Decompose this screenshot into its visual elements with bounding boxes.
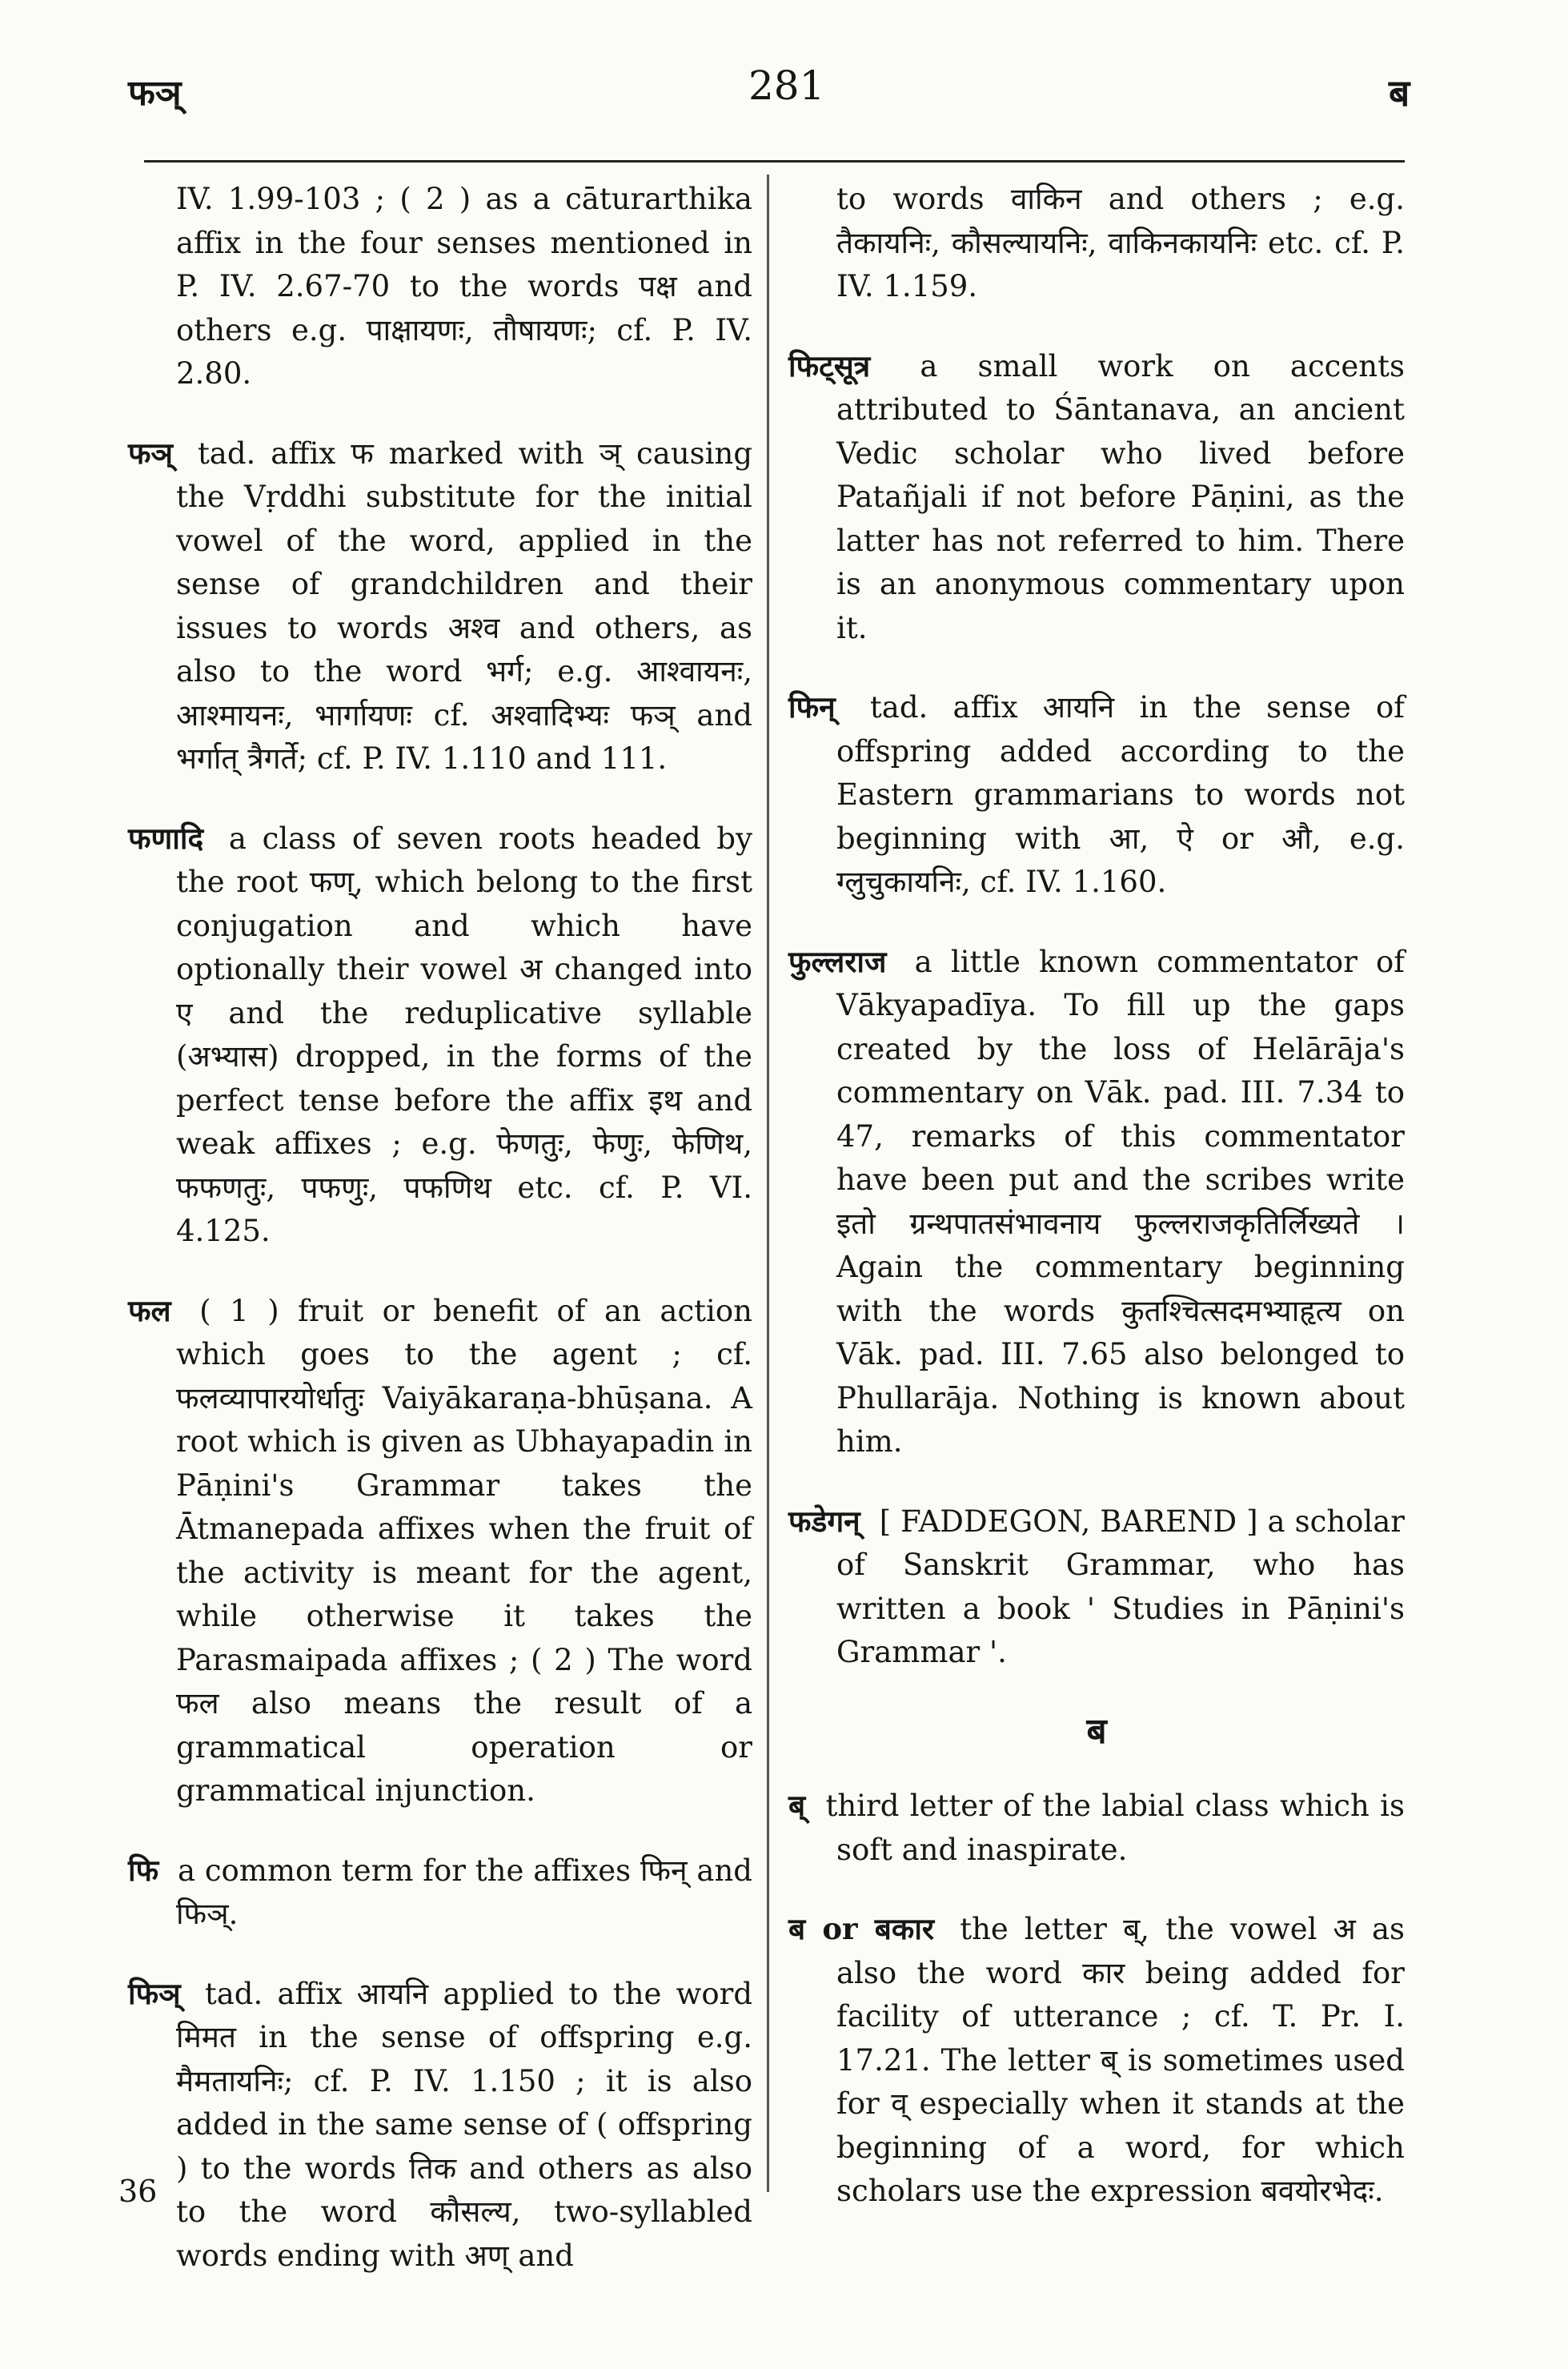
entry-headword: फि — [128, 1852, 159, 1888]
entry-body: to words वाकिन and others ; e.g. तैकायनिः, कौसल्यायनिः, वाकिनकायनिः etc. cf. P. IV. 1.159. — [836, 182, 1405, 303]
entry-body: third letter of the labial class which is soft and inaspirate. — [825, 1789, 1405, 1867]
dictionary-entry — [128, 178, 752, 396]
entry-body: [ FADDEGON, BAREND ] a scholar of Sanskrit Grammar, who has written a book ' Studies in Pāṇini's Grammar '. — [836, 1504, 1405, 1669]
entry-body: a class of seven roots headed by the root फण्, which belong to the first conjugation and which have optionally their vowel अ changed into ए and the reduplicative syllable (अभ्यास) dropped, in the forms of the perfect tense before the affix इथ and weak affixes ; e.g. फेणतुः, फेणुः, फेणिथ, फफणतुः, पफणुः, पफणिथ etc. cf. P. VI. 4.125. — [176, 821, 753, 1248]
entry-body: a common term for the affixes फिन् and फिञ्. — [176, 1853, 752, 1931]
dictionary-entry — [128, 1849, 752, 1937]
entry-body: tad. affix आयनि in the sense of offspring added according to the Eastern grammarians to words not beginning with आ, ऐ or औ, e.g. ग्लुचुकायनिः, cf. IV. 1.160. — [836, 690, 1405, 899]
entry-headword: फडेगन् — [788, 1503, 860, 1539]
dictionary-entry — [788, 685, 1405, 905]
entry-body: the letter ब्, the vowel अ as also the word कार being added for facility of utterance ; cf. T. Pr. I. 17.21. The letter ब् is sometimes used for व् especially when it stands at the beginning of a word, for which scholars use the expression बवयोरभेदः. — [836, 1912, 1406, 2208]
entry-body: ( 1 ) fruit or benefit of an action which goes to the agent ; cf. फलव्यापारयोर्धातुः Vaiyākaraṇa-bhūṣana. A root which is given as Ubhayapadin in Pāṇini's Grammar takes the Ātmanepada affixes when the fruit of the activity is meant for the agent, while otherwise it takes the Parasmaipada affixes ; ( 2 ) The word फल also means the result of a grammatical operation or grammatical injunction. — [176, 1293, 752, 1808]
entry-headword: ब् — [788, 1788, 806, 1823]
entry-headword: फिञ् — [128, 1975, 181, 2011]
page-number: 281 — [748, 62, 825, 109]
entry-body: tad. affix आयनि applied to the word मिमत in the sense of offspring e.g. मैमतायनिः; cf. P. IV. 1.150 ; it is also added in the same sense of ( offspring ) to the words तिक and others as also to the word कौसल्य, two-syllabled words ending with अण् and — [176, 1976, 753, 2273]
dictionary-entry — [788, 344, 1405, 651]
entry-headword: ब or बकार — [788, 1911, 935, 1946]
entry-headword: फञ् — [128, 435, 173, 471]
entry-headword: फिट्सूत्र — [788, 347, 871, 383]
entry-headword: फुल्लराज — [788, 943, 887, 979]
entry-headword: फणादि — [128, 820, 204, 856]
entry-headword: फिन् — [788, 689, 836, 725]
dictionary-entry — [788, 1907, 1405, 2214]
left-column — [128, 178, 752, 2313]
dictionary-entry — [128, 432, 752, 781]
section-heading: ब — [1086, 1710, 1107, 1752]
dictionary-entry — [788, 1784, 1405, 1872]
header-rule — [144, 160, 1405, 163]
dictionary-entry — [788, 940, 1405, 1464]
signature-mark: 36 — [118, 2174, 158, 2209]
dictionary-entry — [788, 178, 1405, 309]
dictionary-entry — [128, 1289, 752, 1813]
running-head-left: फञ् — [128, 73, 182, 114]
dictionary-entry — [788, 1500, 1405, 1675]
entry-body: a small work on accents attributed to Śāntanava, an ancient Vedic scholar who lived before Patañjali if not before Pāṇini, as the latter has not referred to him. There is an anonymous commentary upon it. — [836, 348, 1405, 645]
entry-body: IV. 1.99-103 ; ( 2 ) as a cāturarthika affix in the four senses mentioned in P. IV. 2.67-70 to the words पक्ष and others e.g. पाक्षायणः, तौषायणः; cf. P. IV. 2.80. — [176, 182, 752, 391]
column-divider — [767, 175, 769, 2192]
entry-headword: फल — [128, 1292, 171, 1328]
dictionary-entry — [128, 1972, 752, 2279]
right-column — [788, 178, 1405, 2249]
running-head-right: ब — [1389, 71, 1410, 114]
entry-body: a little known commentator of Vākyapadīya. To fill up the gaps created by the loss of Helārāja's commentary on Vāk. pad. III. 7.34 to 47, remarks of this commentator have been put and the scribes write इतो ग्रन्थपातसंभावनाय फुल्लराजकृतिर्लिख्यते । Again the commentary beginning with the words कुतश्चित्सदमभ्याहृत्य on Vāk. pad. III. 7.65 also belonged to Phullarāja. Nothing is known about him. — [836, 944, 1406, 1459]
entry-body: tad. affix फ marked with ञ् causing the Vṛddhi substitute for the initial vowel of the word, applied in the sense of grandchildren and their issues to words अश्व and others, as also to the word भर्ग; e.g. आश्वायनः, आश्मायनः, भार्गायणः cf. अश्वादिभ्यः फञ् and भर्गात् त्रैगर्ते; cf. P. IV. 1.110 and 111. — [176, 436, 752, 776]
dictionary-entry — [128, 817, 752, 1254]
page-header — [0, 56, 1568, 120]
